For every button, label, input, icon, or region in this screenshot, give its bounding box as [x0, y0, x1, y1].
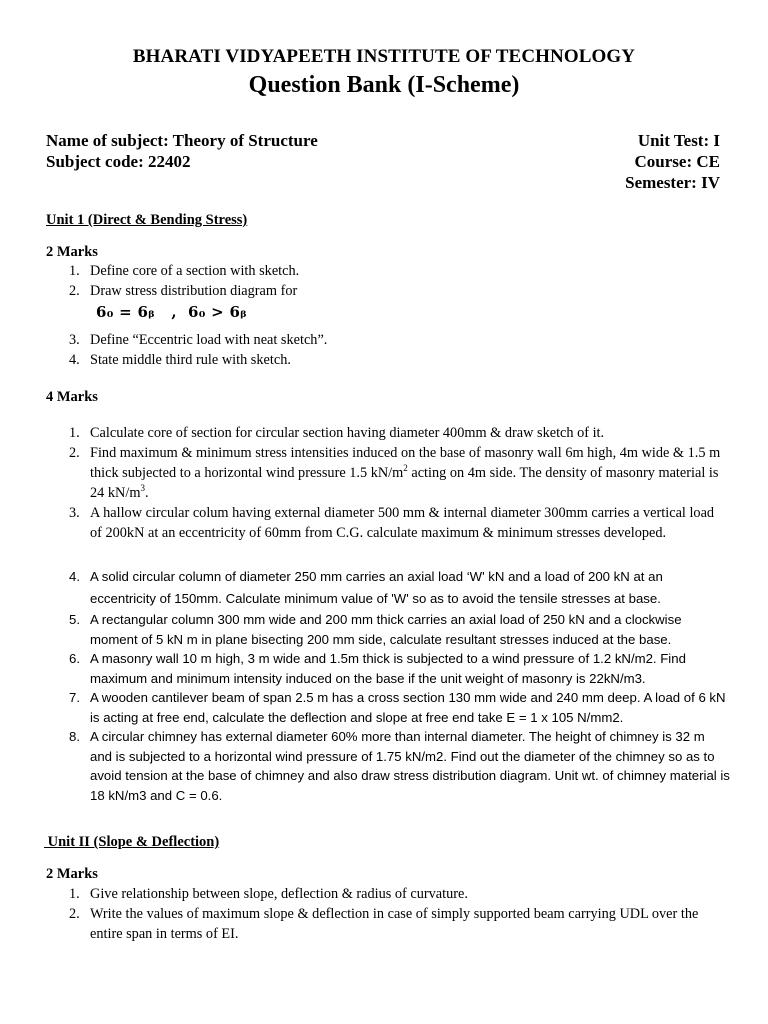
list-item: 6. A masonry wall 10 m high, 3 m wide and 1.5m thick is subjected to a wind pressure of 1.2 kN/m2. Find maximum and minimum intensity induced on the base if the unit weight of masonry is 22kN/m3. — [69, 651, 686, 686]
list-item: 3. A hallow circular colum having external diameter 500 mm & internal diameter 300mm carries a vertical load of 200kN at an eccentricity of 60mm from C.G. calculate maximum & minimum stresses developed. — [69, 505, 715, 541]
list-item: 2. Draw stress distribution diagram for — [69, 283, 298, 299]
unit1-4marks-list-b — [46, 566, 730, 805]
list-item: 5. A rectangular column 300 mm wide and 200 mm thick carries an axial load of 250 kN and a clockwise moment of 5 kN m in plane bisecting 200 mm side, calculate resultant stresses induced at the base. — [69, 612, 682, 647]
semester: Semester: IV — [625, 173, 720, 192]
list-item: 4. State middle third rule with sketch. — [69, 352, 291, 368]
unit1-4marks-list-a — [46, 423, 726, 543]
list-item: 2. Find maximum & minimum stress intensities induced on the base of masonry wall 6m high, 4m wide & 1.5 m thick subjected to a horizontal wind pressure 1.5 $kN/m^2$ acting on 4m side. The density of masonry material is 24 $kN/m^3$. — [69, 445, 721, 501]
unit1-2marks-list-cont — [46, 330, 736, 370]
unit1-heading: Unit 1 (Direct & Bending Stress) — [46, 212, 248, 228]
list-item: 3. Define “Eccentric load with neat sketch”. — [69, 332, 328, 348]
list-item: 1. Define core of a section with sketch. — [69, 263, 300, 279]
unit1-4marks-label: 4 Marks — [46, 389, 98, 405]
subject-code: Subject code: 22402 — [46, 152, 191, 171]
test-info — [625, 130, 720, 193]
list-item: 1. Calculate core of section for circular section having diameter 400mm & draw sketch of it. — [69, 425, 605, 441]
list-item: 4. A solid circular column of diameter 250 mm carries an axial load ‘W' kN and a load of 200 kN at an eccentricity of 150mm. Calculate minimum value of 'W' so as to avoid the tensile stresses at base. — [69, 569, 663, 606]
unit2-2marks-label: 2 Marks — [46, 866, 98, 882]
list-item: 1. Give relationship between slope, deflection & radius of curvature. — [69, 886, 468, 902]
subject-info — [46, 130, 318, 172]
subject-name: Name of subject: Theory of Structure — [46, 131, 318, 150]
institute-name: BHARATI VIDYAPEETH INSTITUTE OF TECHNOLOGY — [132, 46, 636, 67]
unit2-2marks-list — [46, 884, 726, 944]
unit2-heading: Unit II (Slope & Deflection) — [44, 834, 220, 850]
list-item: 8. A circular chimney has external diameter 60% more than internal diameter. The height of chimney is 32 m and is subjected to a horizontal wind pressure of 1.75 kN/m2. Find out the diameter of the chimney so as to avoid tension at the base of chimney and also draw stress distribution diagram. Unit wt. of chimney material is 18 kN/m3 and C = 0.6. — [69, 729, 730, 803]
list-item: 7. A wooden cantilever beam of span 2.5 m has a cross section 130 mm wide and 240 mm deep. A load of 6 kN is acting at free end, calculate the deflection and slope at free end take E = 1 x 105 N/mm2. — [69, 690, 726, 725]
unit1-2marks-list — [46, 261, 736, 301]
stress-formula: 6₀ = 6ᵦ , 6₀ > 6ᵦ — [96, 303, 247, 321]
unit1-2marks-label: 2 Marks — [46, 244, 98, 260]
document-title: Question Bank (I-Scheme) — [248, 72, 520, 98]
unit-test: Unit Test: I — [637, 131, 720, 150]
course: Course: CE — [634, 152, 720, 171]
list-item: 2. Write the values of maximum slope & deflection in case of simply supported beam carrying UDL over the entire span in terms of EI. — [69, 906, 699, 942]
